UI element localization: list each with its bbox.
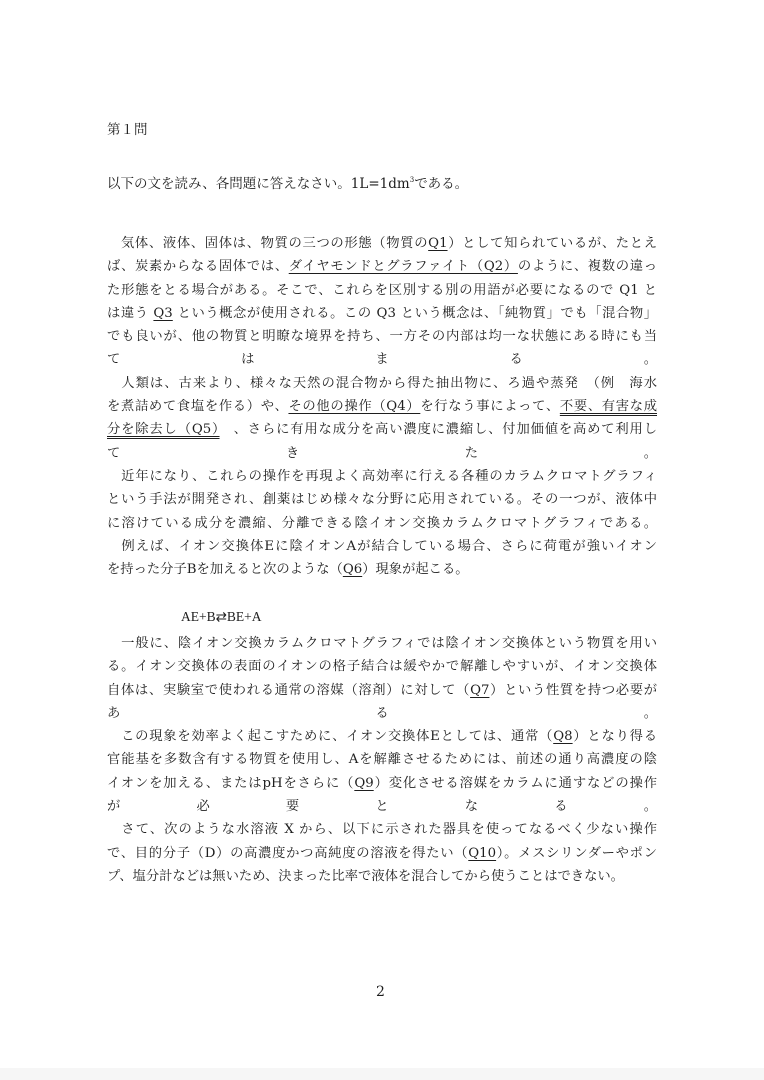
text-run: 近年になり、これらの操作を再現よく高効率に行える各種のカラムクロマトグラフィ <box>107 468 657 484</box>
superscript-three: 3 <box>409 176 415 184</box>
text-run: ）となり得る <box>572 729 657 745</box>
text-run: を行なう事によって、 <box>420 399 560 415</box>
text-run: で、目的分子（D）の高濃度かつ高純度の溶液を得たい（ <box>107 845 469 861</box>
text-run: ）現象が起こる。 <box>362 562 469 578</box>
text-line <box>107 325 657 348</box>
text-line <box>107 772 657 795</box>
text-line <box>107 818 657 841</box>
page-bottom-edge <box>0 1068 764 1080</box>
text-line <box>107 748 657 771</box>
instruction-tail: である。 <box>414 176 469 192</box>
text-run: 自体は、実験室で使われる通常の溶媒（溶剤）に対して（ <box>107 682 471 698</box>
text-run: 例えば、イオン交換体Eに陰イオンAが結合している場合、さらに荷電が強いイオン <box>107 538 657 554</box>
text-run: を持った分子Bを加えると次のような（ <box>107 562 343 578</box>
text-line <box>107 558 657 581</box>
text-run: 気体、液体、固体は、物質の三つの形態（物質の <box>107 236 429 251</box>
text-run: が必要となる。 <box>107 799 657 815</box>
text-line <box>107 512 657 535</box>
text-run: た形態をとる場合がある。そこで、これらを区別する別の用語が必要になるので Q1 と <box>107 282 657 298</box>
text-run: ）変化させる溶媒をカラムに通すなどの操作 <box>373 775 657 791</box>
underlined-term: Q8 <box>553 729 573 745</box>
text-line <box>107 702 657 725</box>
text-line <box>107 632 657 655</box>
underlined-term: その他の操作（Q4） <box>288 399 421 415</box>
text-run: は違う <box>107 305 154 321</box>
text-run: る。イオン交換体の表面のイオンの格子結合は緩やかで解離しやすいが、イオン交換体 <box>107 659 657 675</box>
text-run: 人類は、古来より、様々な天然の混合物から得た抽出物に、ろ過や蒸発 （例 海水 <box>107 375 657 391</box>
text-line <box>107 302 657 325</box>
text-run: プ、塩分計などは無いため、決まった比率で液体を混合してから使うことはできない。 <box>107 868 624 884</box>
text-run: という手法が開発され、創薬はじめ様々な分野に応用されている。その一つが、液体中 <box>107 492 657 508</box>
text-run: に溶けている成分を濃縮、分離できる陰イオン交換カラムクロマトグラフィである。 <box>107 515 657 531</box>
text-run: を煮詰めて食塩を作る）や、 <box>107 399 289 415</box>
text-line <box>107 442 657 465</box>
text-line <box>107 465 657 488</box>
text-run: ば、炭素からなる固体では、 <box>107 259 289 275</box>
text-line <box>107 255 657 278</box>
text-run: ある。 <box>107 705 657 721</box>
text-run: イオンを加える、またはpHをさらに（ <box>107 775 355 791</box>
question-heading: 第１問 <box>107 122 148 138</box>
page-number: 2 <box>376 984 385 1000</box>
text-line <box>107 488 657 511</box>
text-line <box>107 795 657 818</box>
underlined-term: Q10 <box>468 845 497 861</box>
text-run: ）として知られているが、たとえ <box>447 236 657 251</box>
text-line <box>107 655 657 678</box>
text-line <box>107 348 657 371</box>
text-run: 一般に、陰イオン交換カラムクロマトグラフィでは陰イオン交換体という物質を用い <box>107 636 657 651</box>
underlined-term: Q7 <box>470 682 490 698</box>
body-paragraph-group-1 <box>107 232 657 581</box>
double-underlined-term: 不要、有害な成 <box>559 399 657 415</box>
underlined-term: Q9 <box>354 775 374 791</box>
underlined-term: Q1 <box>428 236 448 251</box>
text-run: てきた。 <box>107 445 657 461</box>
double-underlined-term: 分を除去し（Q5） <box>107 422 220 438</box>
text-run: 、さらに有用な成分を高い濃度に濃縮し、付加価値を高めて利用し <box>219 422 657 438</box>
text-run: のように、複数の違っ <box>517 259 657 275</box>
underlined-term: Q3 <box>153 305 173 321</box>
text-line <box>107 865 657 888</box>
body-paragraph-group-2 <box>107 632 657 888</box>
text-run: てはまる。 <box>107 352 657 368</box>
text-line <box>107 395 657 418</box>
text-line <box>107 232 657 255</box>
text-line <box>107 279 657 302</box>
text-run: この現象を効率よく起こすために、イオン交換体Eとしては、通常（ <box>107 729 554 745</box>
text-line <box>107 725 657 748</box>
text-run: ）という性質を持つ必要が <box>489 682 657 698</box>
text-run: という概念が使用される。この Q3 という概念は、「純物質」でも「混合物」 <box>172 305 657 321</box>
text-line <box>107 842 657 865</box>
ion-exchange-equation: AE+B⇄BE+A <box>181 609 262 624</box>
underlined-term: ダイヤモンドとグラファイト（Q2） <box>288 259 518 275</box>
text-run: でも良いが、他の物質と明瞭な境界を持ち、一方その内部は均一な状態にある時にも当 <box>107 329 657 345</box>
text-run: 官能基を多数含有する物質を使用し、Aを解離させるためには、前述の通り高濃度の陰 <box>107 752 657 768</box>
text-run: さて、次のような水溶液 X から、以下に示された器具を使ってなるべく少ない操作 <box>107 822 657 838</box>
instruction-text: 以下の文を読み、各問題に答えなさい。1L=1dm <box>107 176 410 192</box>
text-line <box>107 418 657 441</box>
text-line <box>107 679 657 702</box>
text-line <box>107 372 657 395</box>
text-line <box>107 535 657 558</box>
instruction-line <box>107 172 468 192</box>
underlined-term: Q6 <box>342 562 363 578</box>
text-run: ）。メスシリンダーやポン <box>496 845 657 861</box>
